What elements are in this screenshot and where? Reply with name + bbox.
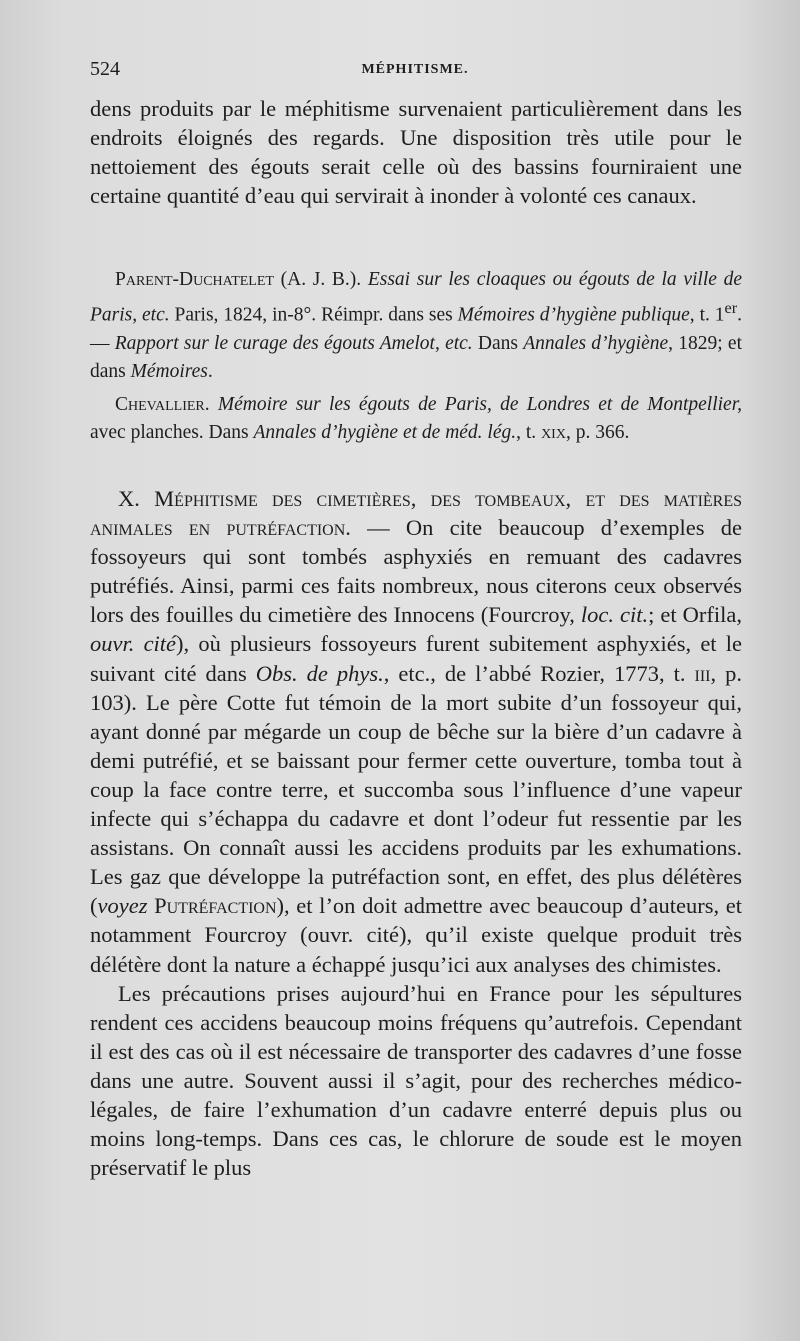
last-paragraph: Les précautions prises aujourd’hui en France pour les sépultures rendent ces accidens beaucoup moins fréquens qu’autrefois. Cependant il est des cas où il est nécessaire de transporter des cadavres d’une fosse dans une autre. Souvent aussi il s’agit, pour des recherches médico-légales, de faire l’exhumation d’un cadavre enterré depuis plus ou moins long-temps. Dans ces cas, le chlorure de soude est le moyen préservatif le plus — [90, 980, 742, 1181]
ref-author: Parent-Duchatelet — [115, 269, 274, 290]
ref-title: Essai sur les cloaques ou égouts de la ville de Paris, etc. — [90, 269, 742, 326]
running-title: MÉPHITISME. — [361, 62, 469, 77]
top-paragraph-block — [90, 94, 742, 210]
ref-title: Mémoire sur les égouts de Paris, de Londres et de Montpellier, — [217, 393, 743, 415]
ref-author: Chevallier — [115, 393, 205, 415]
references-block — [90, 266, 742, 452]
reference-chevallier: Chevallier. Mémoire sur les égouts de Paris, de Londres et de Montpellier, avec planches. Dans Annales d’hygiène et de méd. lég., t. xix, p. 366. — [90, 393, 743, 443]
section-number: X. — [118, 486, 155, 511]
reference-parent-duchatelet: Parent-Duchatelet (A. J. B.). Essai sur les cloaques ou égouts de la ville de Paris, etc. Paris, 1824, in-8°. Réimpr. dans ses Mémoires d’hygiène publique, t. 1er. — Rapport sur le curage des égouts Amelot, etc. Dans Annales d’hygiène, 1829; et dans Mémoires. — [90, 269, 743, 382]
page-number: 524 — [90, 58, 120, 80]
top-paragraph: dens produits par le méphitisme survenaient particulièrement dans les endroits éloignés des regards. Une disposition très utile pour le nettoiement des égouts serait celle où des bassins fourniraient une certaine quantité d’eau qui servirait à inonder à volonté ces canaux. — [90, 96, 742, 209]
section-x-block — [90, 484, 742, 1182]
page-header — [90, 58, 740, 88]
section-heading: Méphitisme des cimetières, des tombeaux, et des matières animales en putréfaction. — [90, 486, 743, 541]
section-x-paragraph: X. Méphitisme des cimetières, des tombeaux, et des matières animales en putréfaction. — On cite beaucoup d’exemples de fossoyeurs qui sont tombés asphyxiés en remuant des cadavres putréfiés. Ainsi, parmi ces faits nombreux, nous citerons ceux observés lors des fouilles du cimetière des Innocens (Fourcroy, loc. cit.; et Orfila, ouvr. cité), où plusieurs fossoyeurs furent subitement asphyxiés, et le suivant cité dans Obs. de phys., etc., de l’abbé Rozier, 1773, t. iii, p. 103). Le père Cotte fut témoin de la mort subite d’un fossoyeur qui, ayant donné par mégarde un coup de bêche sur la bière d’un cadavre à demi putréfié, et se baissant pour fermer cette ouverture, tomba tout à coup la face contre terre, et succomba sous l’influence d’une vapeur infecte qui s’échappa du cadavre et dont l’odeur fut ressentie par les assistans. On connaît aussi les accidens produits par les exhumations. Les gaz que développe la putréfaction sont, en effet, des plus délétères (voyez Putréfaction), et l’on doit admettre avec beaucoup d’auteurs, et notamment Fourcroy (ouvr. cité), qu’il existe quelque produit très délétère dont la nature a échappé jusqu’ici aux analyses des chimistes. — [90, 486, 743, 977]
